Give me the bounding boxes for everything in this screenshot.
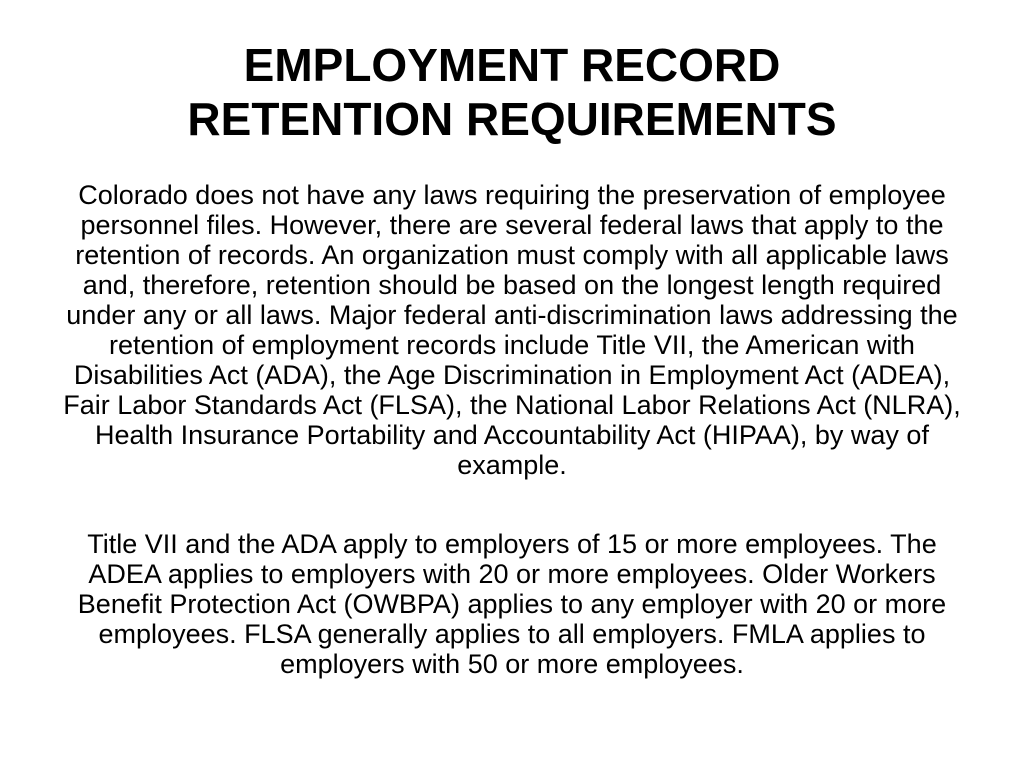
- slide-title-line-1: EMPLOYMENT RECORD: [243, 39, 781, 91]
- slide-title-line-2: RETENTION REQUIREMENTS: [187, 93, 837, 145]
- slide-body: [56, 180, 968, 679]
- body-paragraph-retention-laws: Colorado does not have any laws requiring the preservation of employee personnel files. However, there are several federal laws that apply to the retention of records. An organization must comply with all applicable laws and, therefore, retention should be based on the longest length required under any or all laws. Major federal anti-discrimination laws addressing the retention of employment records include Title VII, the American with Disabilities Act (ADA), the Age Discrimination in Employment Act (ADEA), Fair Labor Standards Act (FLSA), the National Labor Relations Act (NLRA), Health Insurance Portability and Accountability Act (HIPAA), by way of example.: [63, 180, 961, 480]
- slide-title: [40, 38, 984, 146]
- body-paragraph-employer-thresholds: Title VII and the ADA apply to employers of 15 or more employees. The ADEA applies to employers with 20 or more employees. Older Workers Benefit Protection Act (OWBPA) applies to any employer with 20 or more employees. FLSA generally applies to all employers. FMLA applies to employers with 50 or more employees.: [77, 529, 947, 679]
